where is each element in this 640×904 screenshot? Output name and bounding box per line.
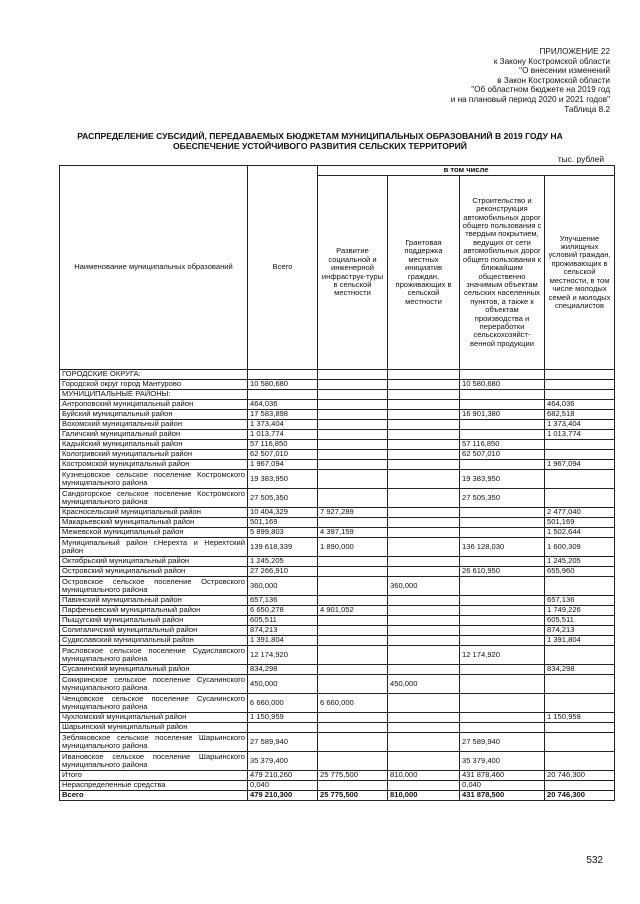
column-header-name: Наименование муниципальных образований (60, 166, 248, 370)
row-value (460, 430, 545, 440)
row-value (388, 370, 460, 380)
table-row (60, 489, 615, 508)
row-value: 1 373,404 (545, 420, 615, 430)
row-name: Октябрьский муниципальный район (60, 557, 248, 567)
row-value (388, 665, 460, 675)
row-name: Итого (60, 771, 248, 781)
table-body (60, 370, 615, 801)
row-value (248, 390, 318, 400)
row-value: 6 660,000 (318, 694, 388, 713)
table-row (60, 675, 615, 694)
row-name: Буйский муниципальный район (60, 410, 248, 420)
row-name: Сандогорское сельское поселение Костромского муниципального района (60, 489, 248, 508)
row-value (460, 400, 545, 410)
row-value (318, 557, 388, 567)
row-value (318, 380, 388, 390)
row-name: Городской округ город Мантурово (60, 380, 248, 390)
row-value: 464,036 (545, 400, 615, 410)
table-row (60, 752, 615, 771)
row-value (318, 450, 388, 460)
row-value: 7 927,289 (318, 508, 388, 518)
table-row (60, 528, 615, 538)
row-value: 450,000 (388, 675, 460, 694)
table-row (60, 567, 615, 577)
row-value: 810,000 (388, 771, 460, 781)
row-value (388, 460, 460, 470)
row-value (388, 616, 460, 626)
row-value (388, 626, 460, 636)
row-value (460, 665, 545, 675)
row-value: 360,000 (388, 577, 460, 596)
row-value: 1 150,959 (248, 713, 318, 723)
appendix-header (280, 47, 610, 114)
row-value (388, 646, 460, 665)
table-row (60, 723, 615, 733)
row-value (460, 675, 545, 694)
row-value (388, 596, 460, 606)
row-value: 10 580,680 (248, 380, 318, 390)
row-value: 6 660,000 (248, 694, 318, 713)
row-value (388, 440, 460, 450)
row-value: 501,169 (248, 518, 318, 528)
row-name: Макарьевский муниципальный район (60, 518, 248, 528)
row-name: МУНИЦИПАЛЬНЫЕ РАЙОНЫ: (60, 390, 248, 400)
row-value (545, 752, 615, 771)
header-line: "Об областном бюджете на 2019 год (471, 85, 610, 95)
row-value (545, 450, 615, 460)
row-value (460, 636, 545, 646)
column-header-total: Всего (248, 166, 318, 370)
header-line: "О внесении изменений (519, 66, 610, 76)
row-value: 1 967,094 (545, 460, 615, 470)
header-line: ПРИЛОЖЕНИЕ 22 (539, 47, 610, 56)
row-name: Костромской муниципальный район (60, 460, 248, 470)
row-value (545, 694, 615, 713)
page-number: 532 (586, 855, 603, 866)
row-name: Сусанинский муниципальный район (60, 665, 248, 675)
row-value: 20 746,300 (545, 771, 615, 781)
row-value: 834,298 (545, 665, 615, 675)
table-row (60, 370, 615, 380)
table-row (60, 508, 615, 518)
row-value (460, 577, 545, 596)
row-value (318, 713, 388, 723)
row-value (248, 370, 318, 380)
row-value (388, 410, 460, 420)
row-value (388, 713, 460, 723)
row-value (545, 646, 615, 665)
row-value: 139 618,339 (248, 538, 318, 557)
header-line: к Закону Костромской области (493, 56, 610, 66)
row-value (388, 636, 460, 646)
row-value (460, 557, 545, 567)
row-value: 27 589,940 (248, 733, 318, 752)
row-value: 1 967,094 (248, 460, 318, 470)
row-value (318, 420, 388, 430)
row-name: Пыщугский муниципальный район (60, 616, 248, 626)
row-name: Расловское сельское поселение Судиславского муниципального района (60, 646, 248, 665)
row-value (545, 489, 615, 508)
row-value (318, 723, 388, 733)
row-value (460, 420, 545, 430)
row-name: Островское сельское поселение Островского муниципального района (60, 577, 248, 596)
row-value (318, 596, 388, 606)
row-value: 657,136 (545, 596, 615, 606)
row-value: 479 210,260 (248, 771, 318, 781)
row-value: 12 174,920 (248, 646, 318, 665)
table-row (60, 380, 615, 390)
row-value: 1 150,959 (545, 713, 615, 723)
row-value (388, 733, 460, 752)
row-value: 834,298 (248, 665, 318, 675)
column-header-infrastructure: Развитие социальной и инженерной инфраструк-туры в сельской местности (318, 176, 388, 370)
row-name: Островский муниципальный район (60, 567, 248, 577)
table-row (60, 665, 615, 675)
table-row (60, 626, 615, 636)
row-value (318, 430, 388, 440)
row-value (460, 518, 545, 528)
row-value (545, 390, 615, 400)
row-value: 16 901,380 (460, 410, 545, 420)
row-value: 360,000 (248, 577, 318, 596)
row-name: Кадыйский муниципальный район (60, 440, 248, 450)
row-value (388, 420, 460, 430)
row-name: Красносельский муниципальный район (60, 508, 248, 518)
row-name: Всего (60, 791, 248, 801)
row-value (318, 410, 388, 420)
table-row (60, 791, 615, 801)
table-row (60, 440, 615, 450)
row-value: 57 116,850 (248, 440, 318, 450)
row-value (460, 723, 545, 733)
units-label: тыс. рублей (557, 154, 604, 164)
row-name: Галичский муниципальный район (60, 430, 248, 440)
row-value: 62 507,010 (460, 450, 545, 460)
row-value (460, 626, 545, 636)
row-value: 25 775,500 (318, 771, 388, 781)
row-name: Нераспределенные средства (60, 781, 248, 791)
row-value: 27 505,350 (460, 489, 545, 508)
row-value (318, 616, 388, 626)
row-value (388, 752, 460, 771)
row-value (318, 626, 388, 636)
row-value: 17 583,898 (248, 410, 318, 420)
header-line: в Закон Костромской области (497, 75, 610, 85)
row-name: Ивановское сельское поселение Шарьинского муниципального района (60, 752, 248, 771)
table-row (60, 646, 615, 665)
row-value (318, 390, 388, 400)
row-value (388, 430, 460, 440)
row-value (318, 675, 388, 694)
row-value: 1 373,404 (248, 420, 318, 430)
row-value: 810,000 (388, 791, 460, 801)
row-value: 10 580,680 (460, 380, 545, 390)
table-row (60, 420, 615, 430)
row-value (388, 400, 460, 410)
row-value: 1 749,226 (545, 606, 615, 616)
row-value (460, 508, 545, 518)
row-name: Чухломский муниципальный район (60, 713, 248, 723)
row-value: 19 383,950 (460, 470, 545, 489)
row-value (318, 470, 388, 489)
row-value: 657,136 (248, 596, 318, 606)
subsidy-table (59, 165, 615, 801)
row-value (318, 370, 388, 380)
table-row (60, 538, 615, 557)
row-value (388, 380, 460, 390)
row-name: Муниципальный район г.Нерехта и Нерехтский район (60, 538, 248, 557)
row-value (545, 470, 615, 489)
row-value: 464,036 (248, 400, 318, 410)
row-value (318, 636, 388, 646)
row-value: 4 397,159 (318, 528, 388, 538)
row-value (318, 489, 388, 508)
row-value (388, 518, 460, 528)
row-value (460, 616, 545, 626)
row-value: 35 379,400 (460, 752, 545, 771)
table-row (60, 713, 615, 723)
row-value: 4 901,052 (318, 606, 388, 616)
table-row (60, 781, 615, 791)
row-value (460, 606, 545, 616)
row-value: 25 775,500 (318, 791, 388, 801)
row-value: 1 245,205 (545, 557, 615, 567)
row-name: Антроповский муниципальный район (60, 400, 248, 410)
table-row (60, 557, 615, 567)
row-name: Ченцовское сельское поселение Сусанинского муниципального района (60, 694, 248, 713)
row-value (460, 370, 545, 380)
row-value (318, 400, 388, 410)
row-value (388, 528, 460, 538)
row-name: Кузнецовское сельское поселение Костромского муниципального района (60, 470, 248, 489)
row-value (388, 390, 460, 400)
table-row (60, 400, 615, 410)
row-value: 431 878,500 (460, 791, 545, 801)
row-value (388, 538, 460, 557)
row-value (460, 390, 545, 400)
row-value (460, 713, 545, 723)
row-value (545, 380, 615, 390)
table-row (60, 410, 615, 420)
row-value: 62 507,010 (248, 450, 318, 460)
row-value (388, 723, 460, 733)
column-header-grants: Грантовая поддержка местных инициатив граждан, проживающих в сельской местности (388, 176, 460, 370)
table-row (60, 596, 615, 606)
row-value: 1 391,804 (248, 636, 318, 646)
row-name: Кологривский муниципальный район (60, 450, 248, 460)
row-value (545, 440, 615, 450)
row-name: Зебляковское сельское поселение Шарьинского муниципального района (60, 733, 248, 752)
row-value: 605,511 (248, 616, 318, 626)
row-value (318, 577, 388, 596)
row-value: 27 505,350 (248, 489, 318, 508)
row-value (388, 489, 460, 508)
row-value: 501,169 (545, 518, 615, 528)
row-value (318, 567, 388, 577)
row-value (318, 440, 388, 450)
row-value: 655,960 (545, 567, 615, 577)
row-value: 57 116,850 (460, 440, 545, 450)
row-value: 136 128,030 (460, 538, 545, 557)
table-row (60, 390, 615, 400)
row-name: Судиславский муниципальный район (60, 636, 248, 646)
row-value: 20 746,300 (545, 791, 615, 801)
row-value: 605,511 (545, 616, 615, 626)
row-value: 0,040 (460, 781, 545, 791)
row-value: 10 404,329 (248, 508, 318, 518)
table-row (60, 470, 615, 489)
row-name: Шарьинский муниципальный район (60, 723, 248, 733)
row-value (388, 508, 460, 518)
row-value: 2 477,040 (545, 508, 615, 518)
row-value (318, 518, 388, 528)
row-value: 1 502,644 (545, 528, 615, 538)
row-value (545, 723, 615, 733)
row-value (388, 606, 460, 616)
row-value: 26 610,950 (460, 567, 545, 577)
row-value (545, 733, 615, 752)
row-value (318, 752, 388, 771)
row-value: 1 013,774 (545, 430, 615, 440)
table-row (60, 771, 615, 781)
row-name: Сокиринское сельское поселение Сусанинского муниципального района (60, 675, 248, 694)
row-value (460, 460, 545, 470)
row-value: 1 013,774 (248, 430, 318, 440)
row-value: 1 890,000 (318, 538, 388, 557)
column-group-header: в том числе (318, 166, 615, 176)
table-row (60, 694, 615, 713)
row-value: 27 266,910 (248, 567, 318, 577)
row-value (388, 781, 460, 791)
row-value (460, 528, 545, 538)
row-value (318, 646, 388, 665)
column-header-roads: Строительство и реконструкция автомобильных дорог общего пользования с твердым покрытием, ведущих от сети автомобильных дорог общего пользования к ближайшим общественно значимым объектам сельских населенных пунктов, а также к объектам производства и переработки сельскохозяйст-венной продукции (460, 176, 545, 370)
row-value: 0,040 (248, 781, 318, 791)
table-row (60, 577, 615, 596)
row-value: 479 210,300 (248, 791, 318, 801)
table-row (60, 518, 615, 528)
row-name: Солигаличский муниципальный район (60, 626, 248, 636)
row-value: 35 379,400 (248, 752, 318, 771)
row-value: 874,213 (545, 626, 615, 636)
row-value: 12 174,920 (460, 646, 545, 665)
row-value: 874,213 (248, 626, 318, 636)
row-value (248, 723, 318, 733)
row-value (318, 665, 388, 675)
header-line: и на плановый период 2020 и 2021 годов" (450, 94, 610, 104)
header-line: Таблица 8.2 (564, 104, 610, 114)
row-value: 1 600,309 (545, 538, 615, 557)
row-value (318, 781, 388, 791)
row-value: 19 383,950 (248, 470, 318, 489)
table-row (60, 616, 615, 626)
row-value (388, 470, 460, 489)
table-row (60, 733, 615, 752)
table-row (60, 450, 615, 460)
row-value (388, 567, 460, 577)
row-value (545, 781, 615, 791)
row-name: ГОРОДСКИЕ ОКРУГА: (60, 370, 248, 380)
row-value: 450,000 (248, 675, 318, 694)
row-name: Межевской муниципальный район (60, 528, 248, 538)
table-row (60, 430, 615, 440)
row-value (318, 460, 388, 470)
row-name: Вохомский муниципальный район (60, 420, 248, 430)
row-value: 1 391,804 (545, 636, 615, 646)
row-value (460, 694, 545, 713)
row-value (388, 694, 460, 713)
row-value (388, 557, 460, 567)
column-header-housing: Улучшение жилищных условий граждан, проживающих в сельской местности, в том числе молодых семей и молодых специалистов (545, 176, 615, 370)
row-value (318, 733, 388, 752)
row-name: Павинский муниципальный район (60, 596, 248, 606)
row-value (545, 370, 615, 380)
table-row (60, 636, 615, 646)
row-value: 1 245,205 (248, 557, 318, 567)
document-title: РАСПРЕДЕЛЕНИЕ СУБСИДИЙ, ПЕРЕДАВАЕМЫХ БЮДЖЕТАМ МУНИЦИПАЛЬНЫХ ОБРАЗОВАНИЙ В 2019 ГОДУ НА ОБЕСПЕЧЕНИЕ УСТОЙЧИВОГО РАЗВИТИЯ СЕЛЬСКИХ ТЕРРИТОРИЙ (77, 131, 563, 151)
row-value: 6 650,278 (248, 606, 318, 616)
row-value (388, 450, 460, 460)
row-value: 682,518 (545, 410, 615, 420)
row-value (545, 675, 615, 694)
row-name: Парфеньевский муниципальный район (60, 606, 248, 616)
row-value: 27 589,940 (460, 733, 545, 752)
row-value (545, 577, 615, 596)
table-row (60, 606, 615, 616)
row-value (460, 596, 545, 606)
row-value: 431 878,460 (460, 771, 545, 781)
row-value: 5 899,803 (248, 528, 318, 538)
table-row (60, 460, 615, 470)
